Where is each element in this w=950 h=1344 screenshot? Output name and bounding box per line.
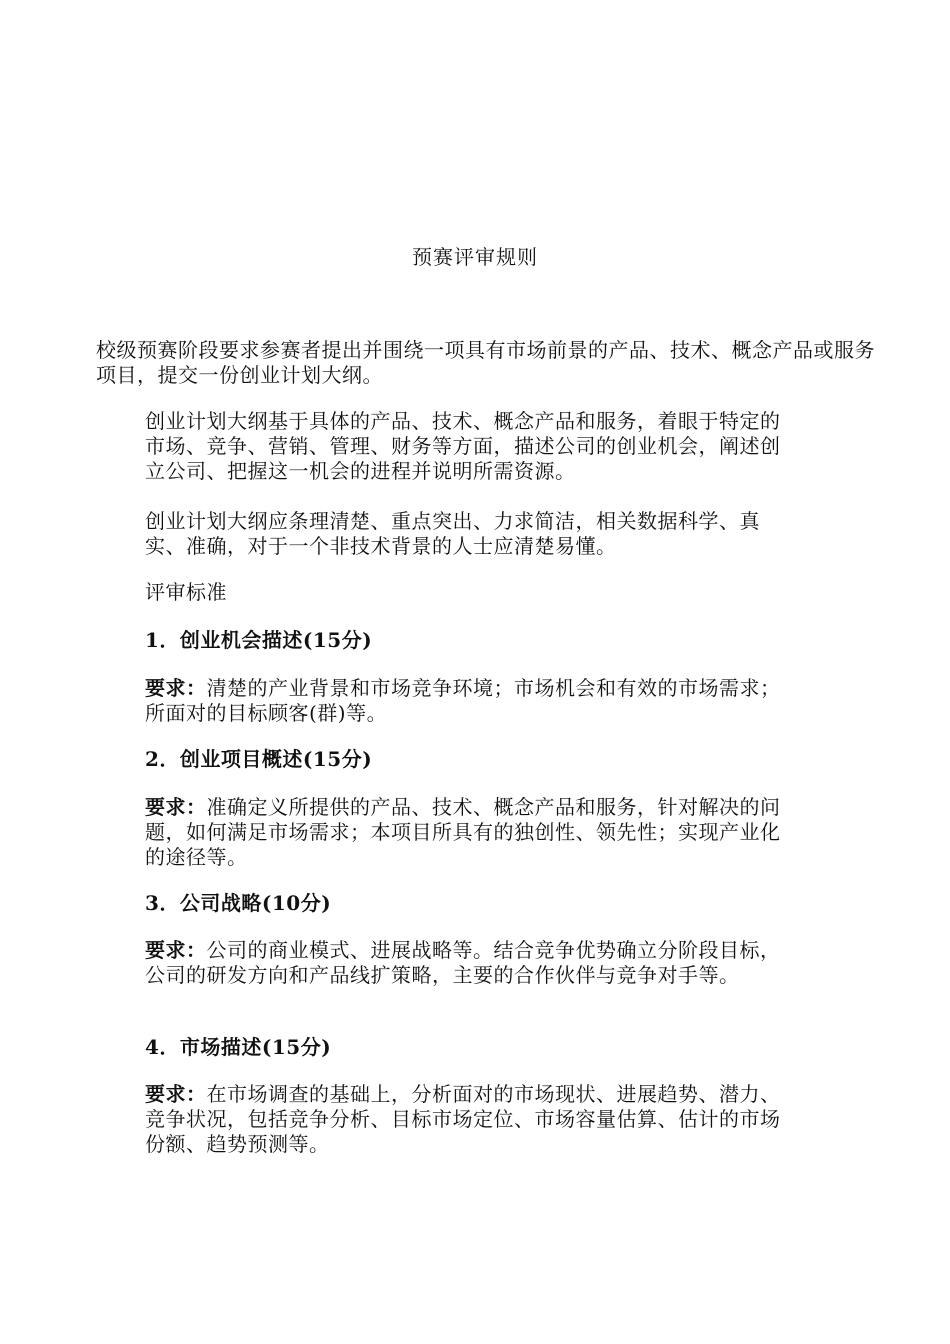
criteria-heading: 评审标准	[145, 580, 227, 604]
requirement-text: 准确定义所提供的产品、技术、概念产品和服务，针对解决的问题，如何满足市场需求；本项目所具有的独创性、领先性；实现产业化的途径等。	[145, 795, 781, 869]
document-title: 预赛评审规则	[412, 245, 538, 269]
requirement-text: 在市场调查的基础上，分析面对的市场现状、进展趋势、潜力、竞争状况，包括竞争分析、目标市场定位、市场容量估算、估计的市场份额、趋势预测等。	[145, 1082, 781, 1156]
requirement-label: 要求：	[145, 676, 207, 700]
outline-quality-paragraph: 创业计划大纲应条理清楚、重点突出、力求简洁，相关数据科学、真实、准确，对于一个非技术背景的人士应清楚易懂。	[145, 509, 760, 558]
requirement-label: 要求：	[145, 938, 207, 962]
section-requirement-1	[145, 676, 795, 726]
section-requirement-4	[145, 1082, 795, 1157]
intro-paragraph: 校级预赛阶段要求参赛者提出并围绕一项具有市场前景的产品、技术、概念产品或服务项目，提交一份创业计划大纲。	[96, 338, 875, 387]
requirement-text: 清楚的产业背景和市场竞争环境；市场机会和有效的市场需求；所面对的目标顾客(群)等。	[145, 676, 781, 725]
section-heading-4: 4．市场描述(15分)	[145, 1035, 332, 1059]
requirement-label: 要求：	[145, 1082, 207, 1106]
section-heading-3: 3．公司战略(10分)	[145, 891, 332, 915]
section-requirement-3	[145, 938, 795, 988]
section-heading-1: 1．创业机会描述(15分)	[145, 628, 373, 652]
section-requirement-2	[145, 795, 795, 870]
section-heading-2: 2．创业项目概述(15分)	[145, 747, 373, 771]
requirement-text: 公司的商业模式、进展战略等。结合竞争优势确立分阶段目标，公司的研发方向和产品线扩策略，主要的合作伙伴与竞争对手等。	[145, 938, 781, 987]
requirement-label: 要求：	[145, 795, 207, 819]
outline-description-paragraph: 创业计划大纲基于具体的产品、技术、概念产品和服务，着眼于特定的市场、竞争、营销、管理、财务等方面，描述公司的创业机会，阐述创立公司、把握这一机会的进程并说明所需资源。	[145, 409, 781, 483]
